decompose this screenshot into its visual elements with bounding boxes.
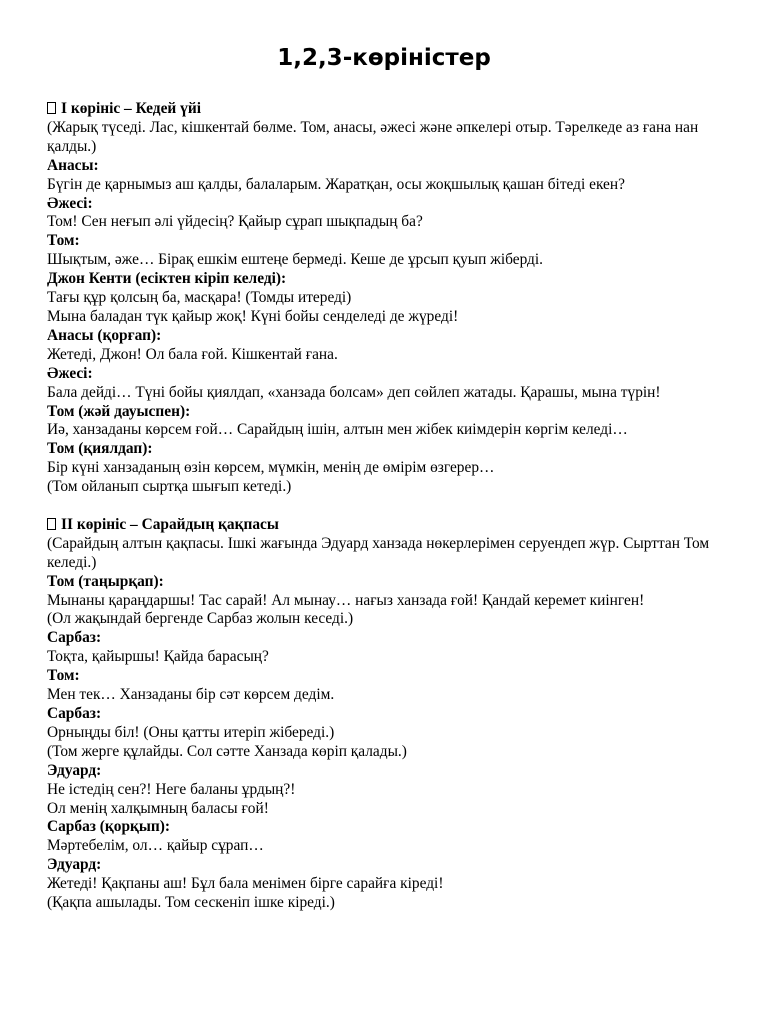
speaker-name: Сарбаз:: [47, 704, 102, 722]
scene-heading: [47, 100, 727, 119]
dialogue-line: Мынаны қараңдаршы! Тас сарай! Ал мынау… нағыз ханзада ғой! Қандай керемет киінген!: [47, 591, 645, 609]
speaker-name: Том:: [47, 667, 80, 685]
dialogue-line: Мәртебелім, ол… қайыр сұрап…: [47, 837, 264, 855]
speaker-name: Том (қиялдап):: [47, 440, 153, 458]
dialogue-line: Не істедің сен?! Неге баланы ұрдың?!: [47, 780, 296, 798]
dialogue-line: Бүгін де қарнымыз аш қалды, балаларым. Жаратқан, осы жоқшылық қашан бітеді екен?: [47, 175, 625, 193]
dialogue-line: Бір күні ханзаданың өзін көрсем, мүмкін, менің де өмірім өзгерер…: [47, 459, 495, 477]
dialogue-line: Ол менің халқымның баласы ғой!: [47, 799, 269, 817]
speaker-name: Том (жәй дауыспен):: [47, 402, 191, 420]
speaker-name: Сарбаз (қорқып):: [47, 818, 171, 836]
checkbox-icon: [47, 102, 56, 114]
scene-heading-text: II көрініс – Сарайдың қақпасы: [61, 515, 279, 533]
dialogue-line: Том! Сен неғып әлі үйдесің? Қайыр сұрап шықпадың ба?: [47, 213, 423, 231]
dialogue-line: Орныңды біл! (Оны қатты итеріп жібереді.): [47, 723, 335, 741]
stage-direction: (Ол жақындай бергенде Сарбаз жолын кеседі.): [47, 610, 354, 628]
dialogue-line: Мен тек… Ханзаданы бір сәт көрсем дедім.: [47, 686, 335, 704]
speaker-name: Том:: [47, 232, 80, 250]
dialogue-line: Бала дейді… Түні бойы қиялдап, «ханзада болсам» деп сөйлеп жатады. Қарашы, мына түрін!: [47, 383, 661, 401]
stage-direction: (Жарық түседі. Лас, кішкентай бөлме. Том, анасы, әжесі және әпкелері отыр. Тәрелкеде аз ғана нан қалды.): [47, 118, 699, 155]
document-body: [47, 100, 727, 913]
dialogue-line: Жетеді! Қақпаны аш! Бұл бала менімен бірге сарайға кіреді!: [47, 875, 444, 893]
dialogue-line: Тағы құр қолсың ба, масқара! (Томды итереді): [47, 289, 352, 307]
dialogue-line: Иә, ханзаданы көрсем ғой… Сарайдың ішін, алтын мен жібек киімдерін көргім келеді…: [47, 421, 628, 439]
stage-direction: (Сарайдың алтын қақпасы. Ішкі жағында Эдуард ханзада нөкерлерімен серуендеп жүр. Сырттан Том келеді.): [47, 534, 710, 571]
speaker-name: Анасы (қорғап):: [47, 326, 162, 344]
speaker-name: Эдуард:: [47, 761, 102, 779]
speaker-name: Сарбаз:: [47, 629, 102, 647]
speaker-name: Анасы:: [47, 156, 99, 174]
checkbox-icon: [47, 518, 56, 530]
dialogue-line: Мына баладан түк қайыр жоқ! Күні бойы сенделеді де жүреді!: [47, 307, 459, 325]
speaker-name: Джон Кенти (есіктен кіріп келеді):: [47, 270, 287, 288]
dialogue-line: Шықтым, әже… Бірақ ешкім ештеңе бермеді. Кеше де ұрсып қуып жіберді.: [47, 251, 544, 269]
stage-direction: (Том жерге құлайды. Сол сәтте Ханзада көріп қалады.): [47, 742, 407, 760]
stage-direction: (Қақпа ашылады. Том сескеніп ішке кіреді.): [47, 894, 335, 912]
scene-heading-text: I көрініс – Кедей үйі: [61, 100, 201, 117]
speaker-name: Эдуард:: [47, 856, 102, 874]
page-title: 1,2,3-көріністер: [277, 45, 491, 71]
scene-spacer: [47, 497, 727, 516]
dialogue-line: Жетеді, Джон! Ол бала ғой. Кішкентай ғана.: [47, 345, 338, 363]
speaker-name: Әжесі:: [47, 194, 93, 212]
speaker-name: Том (таңырқап):: [47, 572, 164, 590]
scene-heading: [47, 516, 727, 535]
speaker-name: Әжесі:: [47, 364, 93, 382]
stage-direction: (Том ойланып сыртқа шығып кетеді.): [47, 478, 292, 496]
dialogue-line: Тоқта, қайыршы! Қайда барасың?: [47, 648, 269, 666]
